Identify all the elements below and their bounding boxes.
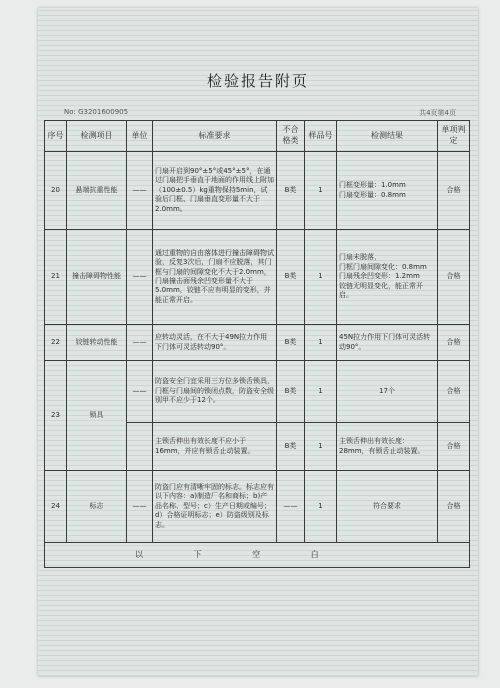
class-cell: B类 <box>277 325 305 361</box>
blank-row-text <box>45 543 470 568</box>
class-cell: B类 <box>277 423 305 471</box>
header-cell: 样品号 <box>305 121 337 152</box>
result-cell: 门扇未脱落， 门框门扇间隙变化：0.8mm 门扇残余凹变形：1.2mm 铰链无明显变化，能正常开启。 <box>337 230 438 325</box>
test-item: 悬端抗重性能 <box>67 152 127 230</box>
result-cell: 符合要求 <box>337 471 438 543</box>
header-cell: 单位 <box>127 121 153 152</box>
blank-char: 以 <box>135 549 143 559</box>
table-row <box>45 471 470 543</box>
requirement-cell: 门扇开启到90°±5°或45°±5°，在通过门扇把手垂直于地面的作用线上附加（100±0.5）kg重物保持5min，试验后门框、门扇垂直变形量不大于2.0mm。 <box>153 152 277 230</box>
blank-char: 下 <box>193 549 202 559</box>
row-number: 20 <box>45 152 67 230</box>
header-cell: 检测项目 <box>67 121 127 152</box>
unit-cell <box>127 423 153 471</box>
sample-cell: 1 <box>305 423 337 471</box>
requirement-cell: 防盗门应有清晰牢固的标志。标志应有以下内容：a)制造厂名和商标；b)产品名称、型号；c）生产日期或编号；d）合格证明标志；e）防盗级别及标志。 <box>153 471 277 543</box>
table-row <box>45 230 470 325</box>
requirement-cell: 通过重物的自由落体进行撞击障碍物试验，反复3次后，门扇不应脱落，其门框与门扇的间隙变化不大于2.0mm，门扇撞击面残余凹变形量不大于5.0mm，铰链不应有明显的变形，并能正常开启。 <box>153 230 277 325</box>
header-cell: 检测结果 <box>337 121 438 152</box>
sample-cell: 1 <box>305 152 337 230</box>
table-header-row <box>45 121 470 152</box>
inspection-table <box>44 120 470 568</box>
verdict-cell: 合格 <box>438 423 470 471</box>
blank-char: 空 <box>252 549 261 559</box>
header-cell: 序号 <box>45 121 67 152</box>
report-sheet <box>38 8 478 676</box>
row-number: 21 <box>45 230 67 325</box>
result-cell: 门框变形量：1.0mm 门扇变形量：0.8mm <box>337 152 438 230</box>
verdict-cell: 合格 <box>438 471 470 543</box>
unit-cell: —— <box>127 152 153 230</box>
verdict-cell: 合格 <box>438 361 470 423</box>
header-cell: 不合格类 <box>277 121 305 152</box>
class-cell: B类 <box>277 230 305 325</box>
test-item: 撞击障碍物性能 <box>67 230 127 325</box>
result-cell: 17个 <box>337 361 438 423</box>
verdict-cell: 合格 <box>438 230 470 325</box>
row-number: 24 <box>45 471 67 543</box>
sample-cell: 1 <box>305 230 337 325</box>
table-row <box>45 325 470 361</box>
page-title: 检验报告附页 <box>206 72 309 90</box>
report-number: No: G3201600905 <box>64 108 129 116</box>
class-cell: B类 <box>277 152 305 230</box>
unit-cell: —— <box>127 471 153 543</box>
row-number: 23 <box>45 361 67 471</box>
table-row <box>45 152 470 230</box>
verdict-cell: 合格 <box>438 325 470 361</box>
sample-cell: 1 <box>305 361 337 423</box>
requirement-cell: 应转动灵活，在不大于49N拉力作用下门体可灵活转动90°。 <box>153 325 277 361</box>
unit-cell: —— <box>127 325 153 361</box>
header-cell: 单项判定 <box>438 121 470 152</box>
unit-cell: —— <box>127 230 153 325</box>
class-cell: B类 <box>277 361 305 423</box>
table-row <box>45 361 470 423</box>
test-item: 标志 <box>67 471 127 543</box>
result-cell: 45N拉力作用下门体可灵活转动90°。 <box>337 325 438 361</box>
header-cell: 标准要求 <box>153 121 277 152</box>
test-item: 锁具 <box>67 361 127 471</box>
test-item: 铰链转动性能 <box>67 325 127 361</box>
blank-char: 白 <box>310 549 319 559</box>
requirement-cell: 防盗安全门宜采用三方位多锁舌锁具，门框与门扇间的锁闭点数，防盗安全级别甲不应少于12个。 <box>153 361 277 423</box>
sample-cell: 1 <box>305 325 337 361</box>
unit-cell: —— <box>127 361 153 423</box>
blank-row <box>45 543 470 568</box>
verdict-cell: 合格 <box>438 152 470 230</box>
sample-cell: 1 <box>305 471 337 543</box>
requirement-cell: 主锁舌伸出有效长度不应小于16mm，并应有锁舌止动装置。 <box>153 423 277 471</box>
result-cell: 主锁舌伸出有效长度：28mm，有锁舌止动装置。 <box>337 423 438 471</box>
row-number: 22 <box>45 325 67 361</box>
page-info: 共4页第4页 <box>419 109 456 117</box>
class-cell: —— <box>277 471 305 543</box>
